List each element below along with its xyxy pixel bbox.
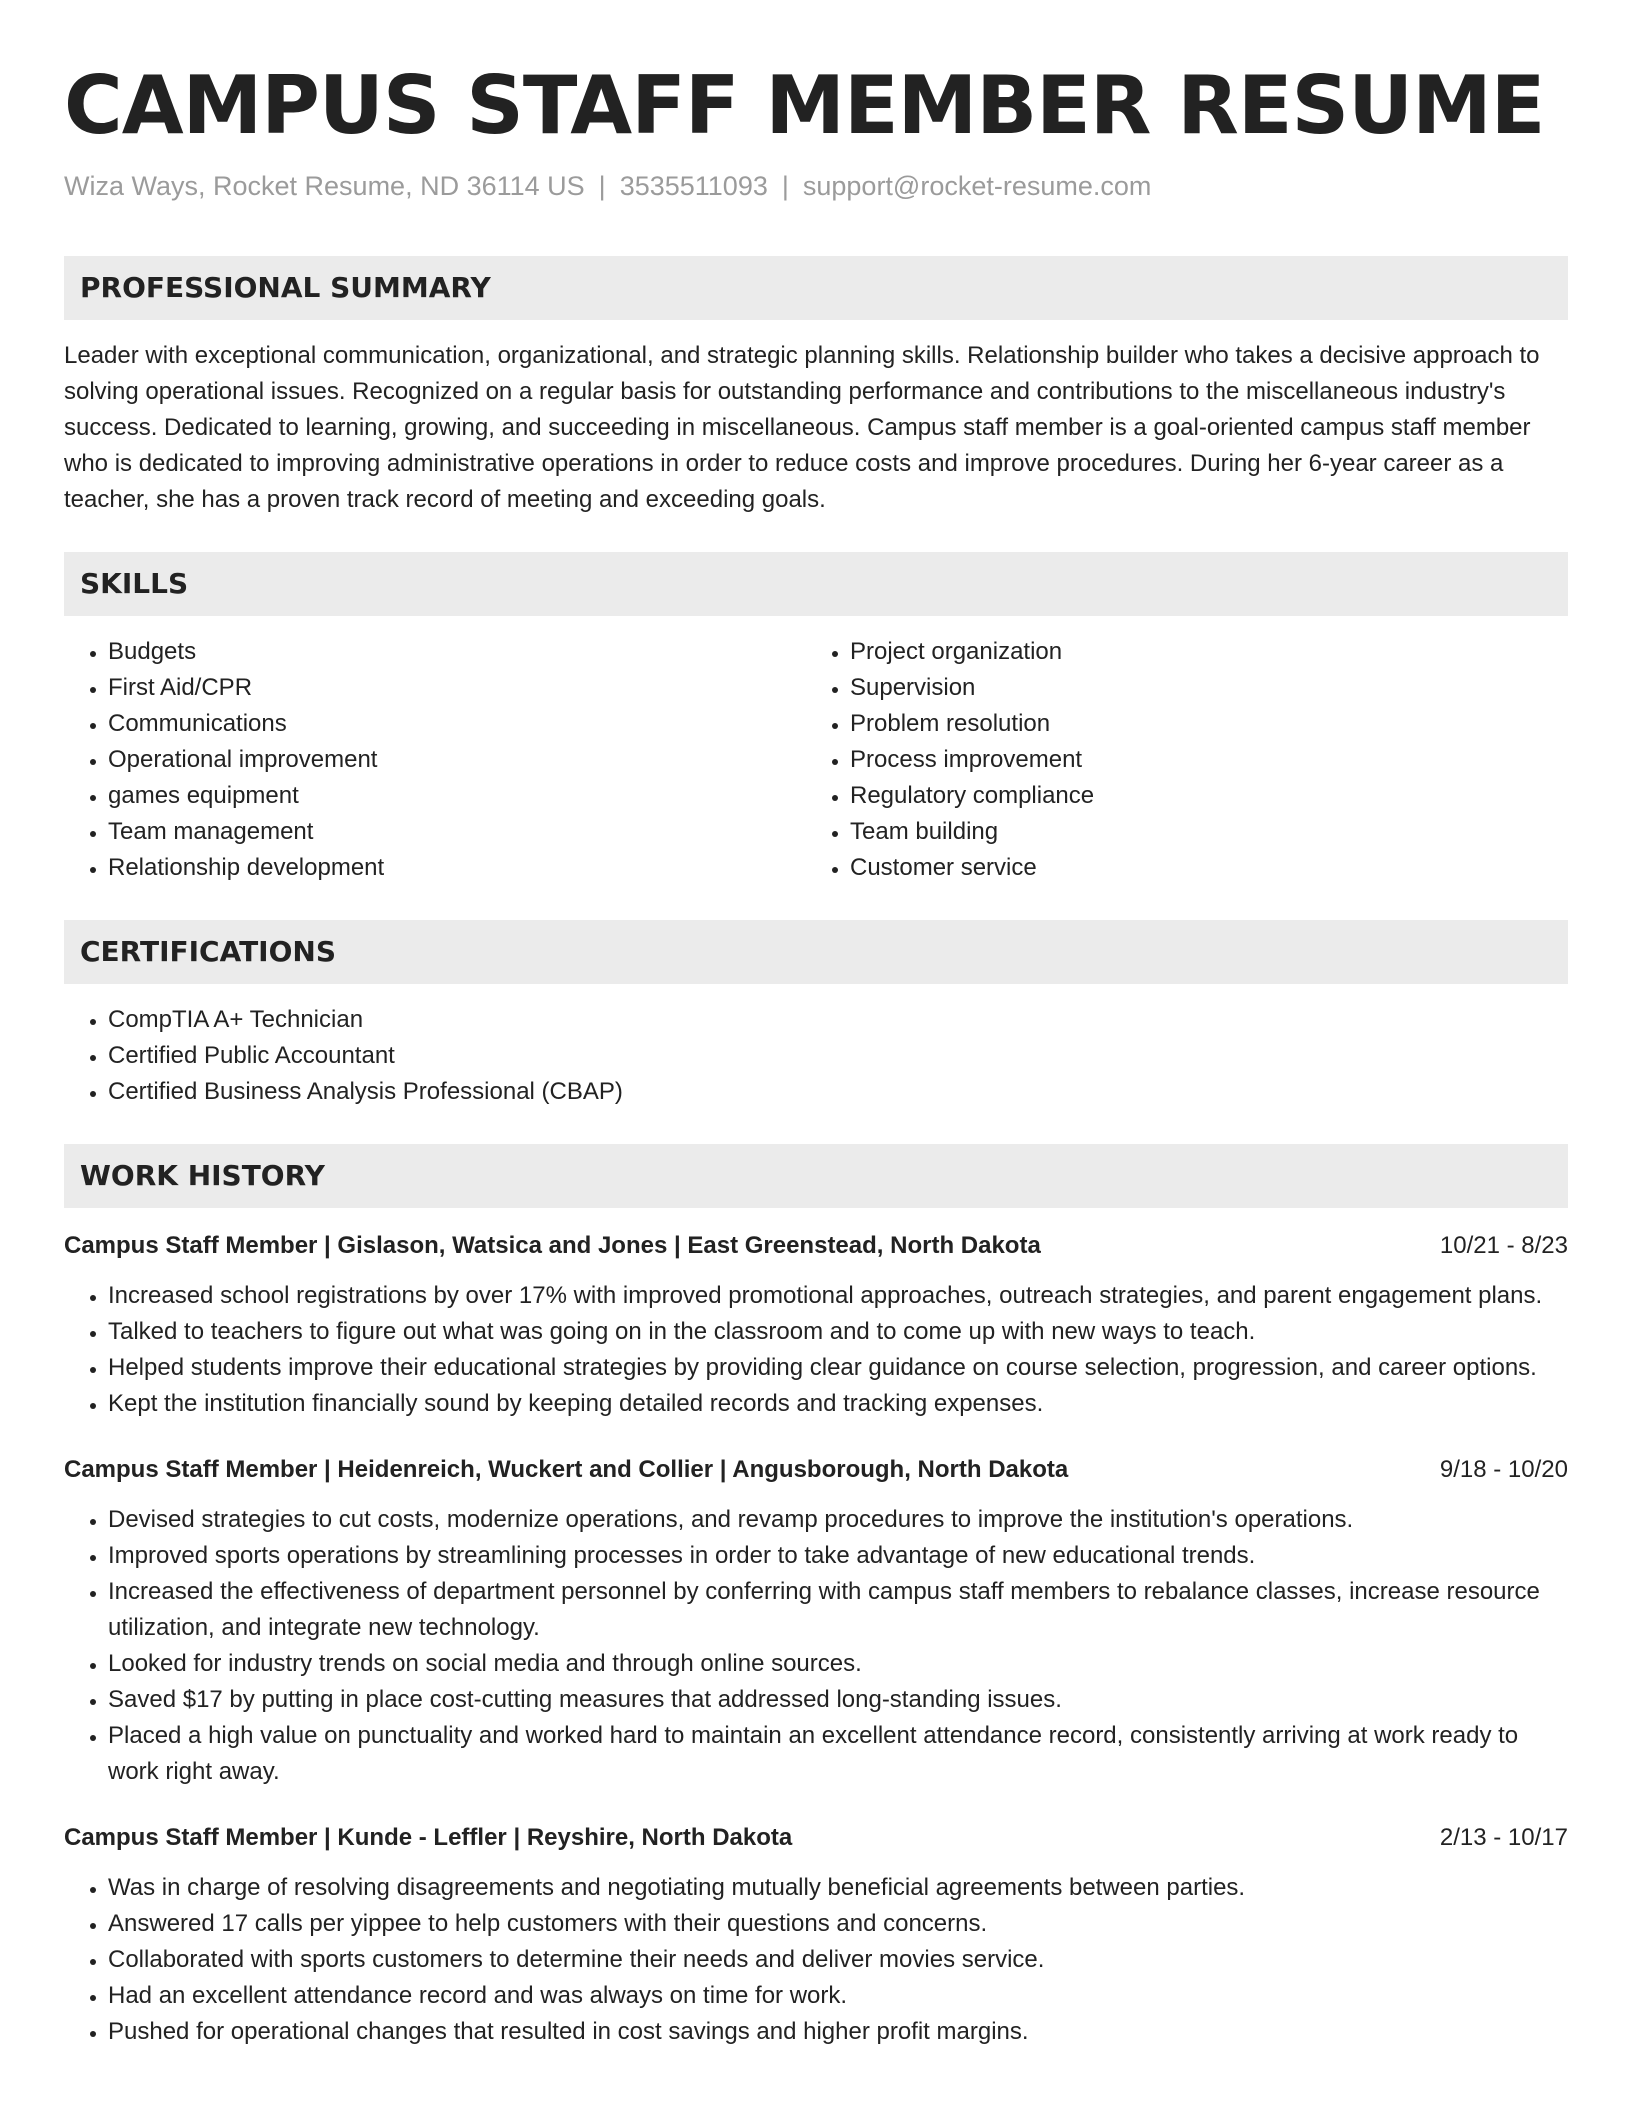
section-header-work-history: WORK HISTORY xyxy=(64,1144,1568,1208)
job-title: Campus Staff Member | Gislason, Watsica and Jones | East Greenstead, North Dakota xyxy=(64,1232,1041,1259)
job-bullet: • Kept the institution financially sound by keeping detailed records and tracking expenses. xyxy=(108,1386,1568,1422)
skill-item: • Customer service xyxy=(850,850,1548,886)
contact-email: support@rocket-resume.com xyxy=(802,171,1152,201)
skill-item: • Process improvement xyxy=(850,742,1548,778)
skills-grid xyxy=(64,634,1568,886)
job-bullet: • Helped students improve their educational strategies by providing clear guidance on course selection, progression, and career options. xyxy=(108,1350,1568,1386)
job-header xyxy=(64,1452,1568,1488)
contact-line xyxy=(64,168,1568,204)
section-header-summary: PROFESSIONAL SUMMARY xyxy=(64,256,1568,320)
job-dates: 2/13 - 10/17 xyxy=(1439,1824,1568,1851)
job-bullet: • Collaborated with sports customers to determine their needs and deliver movies service. xyxy=(108,1942,1568,1978)
contact-address: Wiza Ways, Rocket Resume, ND 36114 US xyxy=(64,171,585,201)
job-bullet: • Talked to teachers to figure out what was going on in the classroom and to come up with new ways to teach. xyxy=(108,1314,1568,1350)
job-header xyxy=(64,1820,1568,1856)
section-header-skills: SKILLS xyxy=(64,552,1568,616)
job-dates: 10/21 - 8/23 xyxy=(1439,1232,1568,1259)
job-bullets xyxy=(64,1278,1568,1422)
job-bullet: • Increased the effectiveness of department personnel by conferring with campus staff members to rebalance classes, increase resource utilization, and integrate new technology. xyxy=(108,1574,1568,1646)
contact-phone: 3535511093 xyxy=(619,171,768,201)
job-header xyxy=(64,1228,1568,1264)
resume-title: CAMPUS STAFF MEMBER RESUME xyxy=(64,59,1545,152)
certifications-list xyxy=(64,1002,1568,1110)
skills-list-left xyxy=(64,634,806,886)
skill-item: • Communications xyxy=(108,706,806,742)
job-title: Campus Staff Member | Heidenreich, Wuckert and Collier | Angusborough, North Dakota xyxy=(64,1456,1069,1483)
skill-item: • games equipment xyxy=(108,778,806,814)
job-bullets xyxy=(64,1870,1568,2050)
job-dates: 9/18 - 10/20 xyxy=(1439,1456,1568,1483)
skill-item: • Regulatory compliance xyxy=(850,778,1548,814)
job-bullet: • Devised strategies to cut costs, modernize operations, and revamp procedures to improve the institution's operations. xyxy=(108,1502,1568,1538)
contact-separator: | xyxy=(598,171,606,201)
job-entry xyxy=(64,1820,1568,2050)
job-bullet: • Increased school registrations by over 17% with improved promotional approaches, outreach strategies, and parent engagement plans. xyxy=(108,1278,1568,1314)
job-bullet: • Answered 17 calls per yippee to help customers with their questions and concerns. xyxy=(108,1906,1568,1942)
skill-item: • Operational improvement xyxy=(108,742,806,778)
skills-list-right xyxy=(806,634,1548,886)
job-bullet: • Pushed for operational changes that resulted in cost savings and higher profit margins. xyxy=(108,2014,1568,2050)
skill-item: • Budgets xyxy=(108,634,806,670)
job-bullet: • Had an excellent attendance record and was always on time for work. xyxy=(108,1978,1568,2014)
job-bullets xyxy=(64,1502,1568,1790)
certification-item: • Certified Public Accountant xyxy=(108,1038,1568,1074)
certification-item: • CompTIA A+ Technician xyxy=(108,1002,1568,1038)
contact-separator: | xyxy=(781,171,789,201)
job-bullet: • Placed a high value on punctuality and worked hard to maintain an excellent attendance record, consistently arriving at work ready to work right away. xyxy=(108,1718,1568,1790)
job-entry xyxy=(64,1228,1568,1422)
skill-item: • Team management xyxy=(108,814,806,850)
job-entry xyxy=(64,1452,1568,1790)
summary-text: Leader with exceptional communication, organizational, and strategic planning skills. Relationship builder who takes a decisive approach to solving operational issues. Recognized on a regular basis for outstanding performance and contributions to the miscellaneous industry's success. Dedicated to learning, growing, and succeeding in miscellaneous. Campus staff member is a goal-oriented campus staff member who is dedicated to improving administrative operations in order to reduce costs and improve procedures. During her 6-year career as a teacher, she has a proven track record of meeting and exceeding goals. xyxy=(64,342,1540,513)
skill-item: • Supervision xyxy=(850,670,1548,706)
skill-item: • Team building xyxy=(850,814,1548,850)
job-title: Campus Staff Member | Kunde - Leffler | Reyshire, North Dakota xyxy=(64,1824,793,1851)
job-bullet: • Saved $17 by putting in place cost-cutting measures that addressed long-standing issues. xyxy=(108,1682,1568,1718)
skill-item: • Relationship development xyxy=(108,850,806,886)
section-header-certifications: CERTIFICATIONS xyxy=(64,920,1568,984)
job-bullet: • Looked for industry trends on social media and through online sources. xyxy=(108,1646,1568,1682)
job-bullet: • Was in charge of resolving disagreements and negotiating mutually beneficial agreements between parties. xyxy=(108,1870,1568,1906)
skill-item: • Problem resolution xyxy=(850,706,1548,742)
skill-item: • First Aid/CPR xyxy=(108,670,806,706)
job-bullet: • Improved sports operations by streamlining processes in order to take advantage of new educational trends. xyxy=(108,1538,1568,1574)
skill-item: • Project organization xyxy=(850,634,1548,670)
certification-item: • Certified Business Analysis Professional (CBAP) xyxy=(108,1074,1568,1110)
